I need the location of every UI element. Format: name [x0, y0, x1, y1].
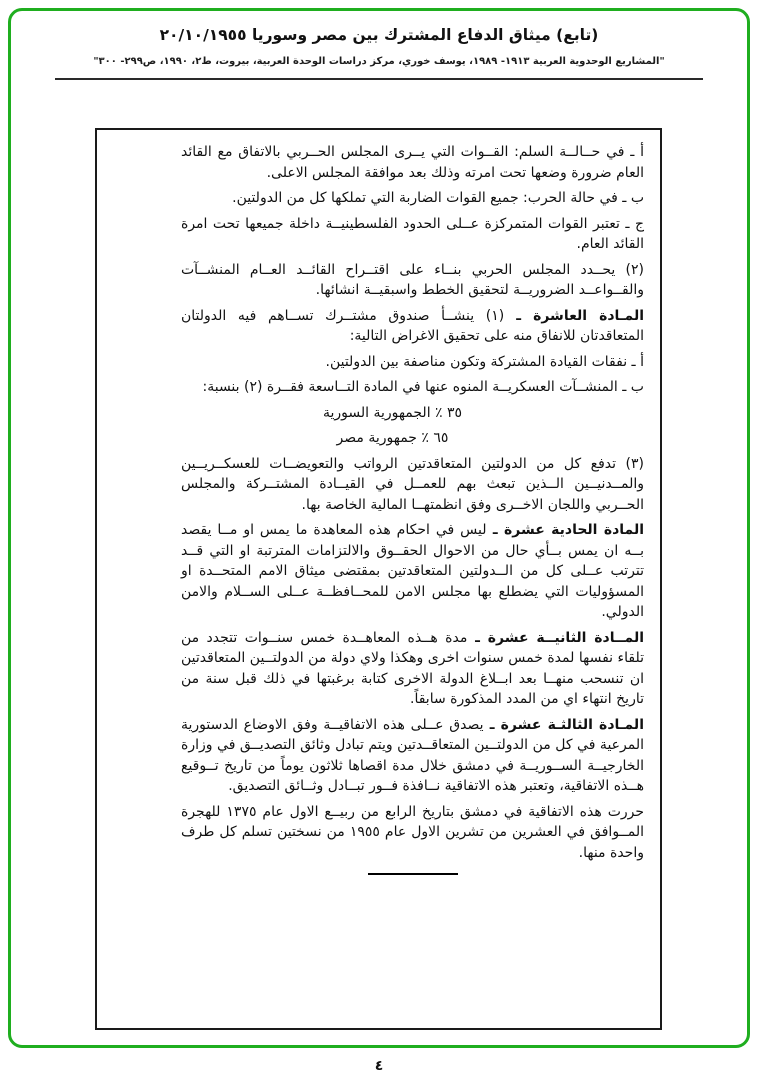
source-citation: "المشاريع الوحدوية العربية ١٩١٣- ١٩٨٩، يوسف خوري، مركز دراسات الوحدة العربية، بيروت، ط٢، ١٩٩٠، ص٢٩٩- ٣٠٠" — [93, 56, 665, 67]
paragraph-share-syria: ٣٥ ٪ الجمهورية السورية — [322, 404, 463, 421]
article-10-heading: المـادة العاشرة ـ — [504, 307, 644, 324]
document-title: (تابع) ميثاق الدفاع المشترك بين مصر وسوريا ٢٠/١٠/١٩٥٥ — [159, 26, 599, 44]
article-11-heading: المادة الحادية عشرة ـ — [486, 522, 644, 538]
text-frame — [95, 128, 662, 1030]
paragraph-item-b: ب ـ المنشــآت العسكريــة المنوه عنها في المادة التــاسعة فقــرة (٢) بنسبة: — [202, 379, 644, 395]
page-number: ٤ — [374, 1058, 384, 1074]
article-12-heading: المــادة الثانيــة عشرة ـ — [467, 629, 645, 646]
paragraph-closing: حررت هذه الاتفاقية في دمشق بتاريخ الرابع من ربيــع الاول عام ١٣٧٥ للهجرة المــوافق في العشرين من تشرين الاول عام ١٩٥٥ من نسختين تسلم كل طرف واحدة منها. — [181, 803, 645, 861]
paragraph-clause-3: (٣) تدفع كل من الدولتين المتعاقدتين الرواتب والتعويضــات للعسكــريــين والمــدنيــين الــذين تبعث بهم للعمــل في القيــادة المشتــركة والمجلس الحــربي واللجان الاخــرى وفق انظمتهــا المالية الخاصة بها. — [181, 455, 644, 513]
paragraph-article-11: المادة الحادية عشرة ـ ليس في احكام هذه المعاهدة ما يمس او مــا يقصد بــه ان يمس بــأي حال من الاحوال الحقــوق والالتزامات المترتبة او التي قــد تترتب عــلى كل من الــدولتين المتعاقدتين بمقتضى ميثاق الامم المتحــدة او المسؤوليات التي يضطلع بها مجلس الامن للمحــافظــة عــلى الســلام والامن الدولي. — [181, 522, 644, 620]
paragraph-clause-b: ب ـ في حالة الحرب: جميع القوات الضاربة التي تملكها كل من الدولتين. — [232, 190, 644, 206]
header-divider — [55, 78, 703, 80]
paragraph-item-a: أ ـ نفقات القيادة المشتركة وتكون مناصفة بين الدولتين. — [325, 353, 644, 370]
paragraph-share-egypt: ٦٥ ٪ جمهورية مصر — [336, 430, 449, 446]
article-13-heading: المـادة الثالثـة عشرة ـ — [483, 716, 644, 733]
paragraph-article-13: المـادة الثالثـة عشرة ـ يصدق عــلى هذه الاتفاقيــة وفق الاوضاع الدستورية المرعية في كل من الدولتــين المتعاقــدتين ويتم تبادل وثائق التصديــق في وزارة الخارجيــة الســوريــة في دمشق خلال مدة اقصاها ثلاثون يوماً من تاريخ تــوقيع هــذه الاتفاقية، وتعتبر هذه الاتفاقية نــافذة فــور تبــادل وثــائق التصديق. — [181, 716, 644, 794]
paragraph-clause-2: (٢) يحــدد المجلس الحربي بنــاء على اقتــراح القائــد العــام المنشــآت والقــواعــد الضروريــة لتحقيق الخطط واسبقيــة انشائها. — [181, 261, 644, 298]
paragraph-article-12: المــادة الثانيــة عشرة ـ مدة هــذه المعاهــدة خمس سنــوات تتجدد من تلقاء نفسها لمدة خمس سنوات اخرى وهكذا ولاي دولة من الدولتــين المتعاقدتين ان تنسحب منهــا بعد ابــلاغ الدولة الاخرى كتابة برغبتها في ذلك قبل سنة من تاريخ انتهاء اي من المدد المذكورة سابقاً. — [181, 629, 645, 707]
end-divider — [368, 873, 458, 875]
paragraph-article-10: المـادة العاشرة ـ (١) ينشــأ صندوق مشتــرك تســاهم فيه الدولتان المتعاقدتان للانفاق منه على تحقيق الاغراض التالية: — [181, 307, 644, 344]
paragraph-clause-c: ج ـ تعتبر القوات المتمركزة عــلى الحدود الفلسطينيــة داخلة جميعها تحت امرة القائد العام. — [181, 215, 644, 252]
paragraph-clause-a: أ ـ في حــالــة السلم: القــوات التي يــرى المجلس الحــربي بالاتفاق مع القائد العام ضرورة وضعها تحت امرته وذلك بعد موافقة المجلس الاعلى. — [181, 144, 644, 181]
